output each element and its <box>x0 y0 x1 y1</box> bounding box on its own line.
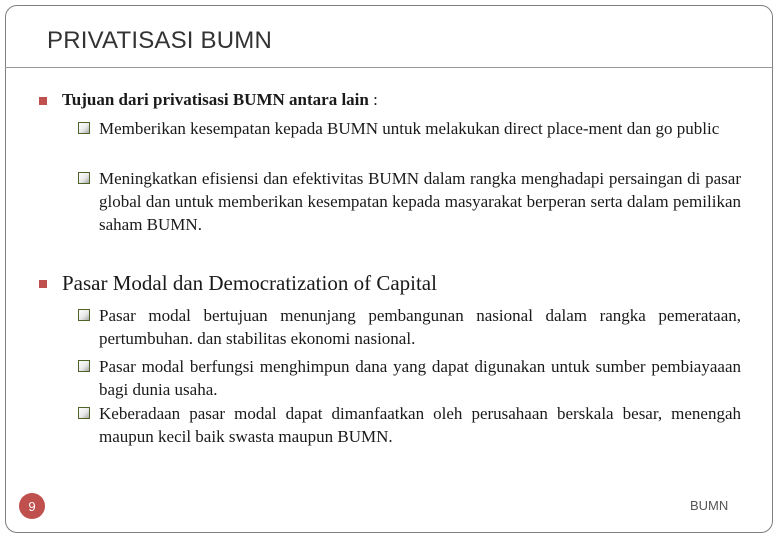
slide-title: PRIVATISASI BUMN <box>47 27 273 54</box>
section2-bullet-icon <box>39 280 47 288</box>
section1-heading: Tujuan dari privatisasi BUMN antara lain <box>62 90 369 109</box>
title-divider <box>5 67 773 68</box>
checkbox-bullet-icon <box>78 122 90 134</box>
section1-heading-line <box>62 90 378 110</box>
footer-text: BUMN <box>690 498 729 513</box>
section1-item-2: Meningkatkan efisiensi dan efektivitas BUMN dalam rangka menghadapi persaingan di pasar global dan untuk memberikan kesempatan kepada masyarakat berperan serta dalam pemilikan saham BUMN. <box>99 169 741 234</box>
section1-colon: : <box>368 90 378 109</box>
checkbox-bullet-icon <box>78 172 90 184</box>
page-number-badge: 9 <box>19 493 45 519</box>
section1-item-1: Memberikan kesempatan kepada BUMN untuk melakukan direct place-ment dan go public <box>99 119 720 138</box>
checkbox-bullet-icon <box>78 309 90 321</box>
section1-bullet-icon <box>39 97 47 105</box>
section2-item-1: Pasar modal bertujuan menunjang pembangunan nasional dalam rangka pemerataan, pertumbuhan. dan stabilitas ekonomi nasional. <box>99 306 741 348</box>
checkbox-bullet-icon <box>78 360 90 372</box>
section2-item-3: Keberadaan pasar modal dapat dimanfaatkan oleh perusahaan berskala besar, menengah maupun kecil baik swasta maupun BUMN. <box>99 404 741 446</box>
checkbox-bullet-icon <box>78 407 90 419</box>
slide-frame <box>5 5 773 533</box>
section2-item-2: Pasar modal berfungsi menghimpun dana yang dapat digunakan untuk sumber pembiayaaan bagi dunia usaha. <box>99 357 741 399</box>
section2-heading: Pasar Modal dan Democratization of Capital <box>62 271 437 295</box>
